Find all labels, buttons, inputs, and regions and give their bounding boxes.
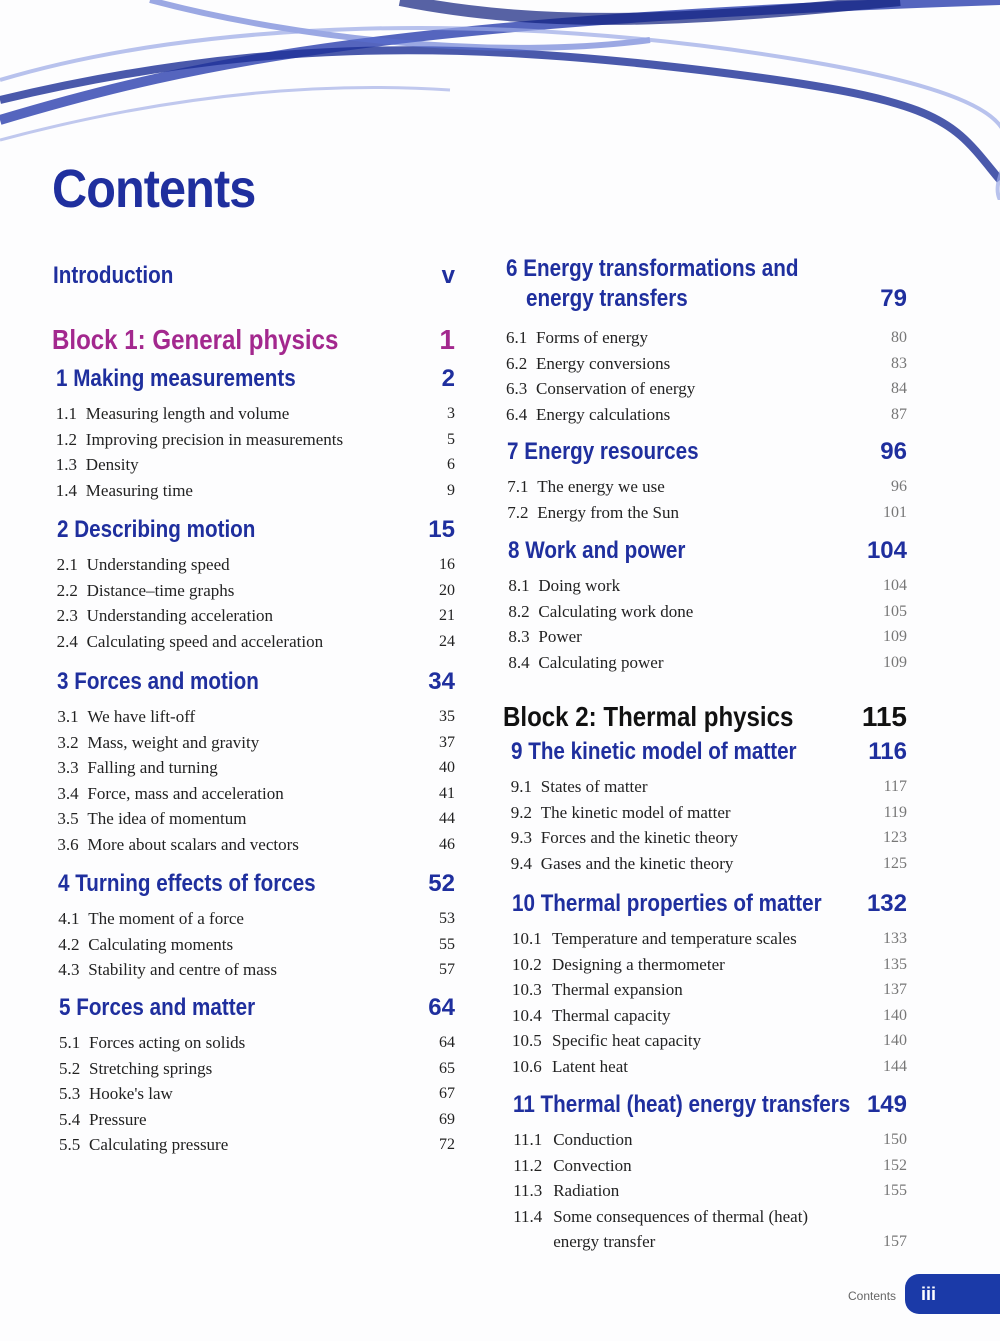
chapter-heading[interactable]: 5 Forces and matter [59,994,256,1021]
section-title: Specific heat capacity [552,1031,702,1050]
section-item[interactable] [56,478,193,504]
section-item[interactable] [59,1030,245,1056]
chapter-heading[interactable]: 7 Energy resources [507,438,699,465]
section-item[interactable] [57,806,246,832]
section-title: Understanding acceleration [86,606,274,625]
section-number: 8.1 [508,576,530,595]
section-page: 140 [883,1006,907,1024]
section-number: 11.4 [513,1206,543,1226]
section-number: 1.3 [55,455,78,474]
chapter-heading[interactable]: 10 Thermal properties of matter [512,890,822,917]
section-item[interactable] [511,774,648,800]
chapter-page: 132 [866,890,907,917]
chapter-heading-line2[interactable]: energy transfers [526,285,688,312]
section-title: Latent heat [552,1056,628,1076]
section-page: 6 [447,456,455,473]
section-title: Energy calculations [536,404,671,424]
section-item[interactable] [512,1028,701,1054]
section-item[interactable] [57,730,259,756]
block-page: 115 [861,701,907,732]
chapter-heading[interactable]: 2 Describing motion [56,516,255,543]
section-number: 7.2 [507,502,529,522]
section-page: 123 [883,829,907,846]
section-item[interactable] [507,474,665,500]
section-page: 117 [883,778,907,795]
section-item[interactable] [56,427,343,453]
section-title: The kinetic model of matter [540,802,731,822]
section-page: 80 [891,329,907,346]
section-title: Force, mass and acceleration [87,783,284,803]
section-number: 2.4 [56,631,78,651]
section-title: Forces acting on solids [89,1033,246,1052]
block-heading[interactable]: Block 2: Thermal physics [503,701,794,732]
section-number: 8.2 [508,601,530,621]
section-item[interactable] [57,704,195,730]
section-item[interactable] [57,629,323,655]
section-number: 4.3 [58,960,80,979]
section-item[interactable] [59,1056,212,1082]
block-page: 1 [439,324,455,355]
section-item[interactable] [513,1153,631,1179]
chapter-page: 64 [428,994,455,1021]
section-number: 6.2 [506,353,528,373]
section-number: 3.3 [57,758,79,777]
section-page: 20 [439,581,455,599]
section-item[interactable] [513,1178,619,1204]
section-number: 1.1 [55,404,78,423]
section-title: Conservation of energy [536,379,696,398]
section-number: 1.4 [55,480,78,500]
section-title: The idea of momentum [87,809,247,828]
section-item[interactable] [513,1204,808,1230]
section-title: Calculating speed and acceleration [86,631,324,651]
section-title: Understanding speed [86,555,230,574]
section-number: 3.1 [57,707,79,726]
section-page: 104 [883,577,907,594]
section-page: 119 [883,803,907,821]
chapter-heading[interactable]: 9 The kinetic model of matter [510,738,797,765]
section-item[interactable] [508,599,693,625]
section-title: We have lift-off [87,707,196,726]
section-item[interactable] [58,932,233,958]
section-item[interactable] [511,800,731,826]
section-number: 10.2 [512,954,542,974]
section-number: 9.1 [510,777,533,796]
section-page: 67 [439,1085,455,1102]
section-item[interactable] [57,755,217,781]
introduction-heading[interactable]: Introduction [53,262,174,289]
chapter-heading[interactable]: 4 Turning effects of forces [58,870,316,897]
section-item[interactable] [506,402,670,428]
section-page: 109 [883,653,907,671]
section-number: 8.4 [508,652,530,672]
section-item[interactable] [56,452,139,478]
section-title: Thermal expansion [552,980,683,999]
section-number: 2.3 [56,606,78,625]
section-title: Calculating moments [88,934,234,954]
section-number: 9.3 [510,828,533,847]
introduction-page: v [441,262,455,289]
section-number: 5.3 [59,1084,81,1103]
chapter-page: 15 [428,516,455,543]
section-number: 10.5 [512,1031,542,1050]
section-title: Gases and the kinetic theory [540,853,734,873]
block-heading[interactable]: Block 1: General physics [52,324,339,355]
section-item[interactable] [511,851,734,877]
section-number: 2.1 [56,555,78,574]
section-number: 3.2 [57,732,79,752]
section-page: 57 [439,961,455,978]
section-page: 150 [883,1131,907,1148]
section-item[interactable] [57,552,230,578]
section-item[interactable] [57,781,283,807]
chapter-heading[interactable]: 3 Forces and motion [57,668,260,695]
section-number: 10.6 [512,1056,542,1076]
section-page [847,1204,907,1230]
section-number: 4.2 [58,934,80,954]
section-title: Forms of energy [536,328,649,347]
section-page: 9 [447,481,455,499]
section-item[interactable] [513,1127,632,1153]
section-title: States of matter [540,777,648,796]
section-page: 64 [439,1034,455,1051]
chapter-page: 79 [880,285,907,312]
section-number: 7.1 [507,477,529,496]
section-page: 53 [439,910,455,927]
section-number: 1.2 [55,429,78,449]
section-item[interactable] [512,1054,628,1080]
section-item[interactable] [59,1132,228,1158]
section-page: 65 [439,1059,455,1077]
chapter-page: 149 [866,1091,907,1118]
section-item[interactable] [506,376,695,402]
section-item[interactable] [59,1107,147,1133]
section-page: 41 [439,784,455,802]
section-page: 44 [439,810,455,827]
section-item[interactable] [57,578,235,604]
section-item[interactable] [58,906,244,932]
section-page: 5 [447,430,455,448]
section-item[interactable] [506,325,648,351]
section-page: 125 [883,854,907,872]
section-title: Hooke's law [89,1084,173,1103]
section-title: Falling and turning [87,758,218,777]
section-number: 3.6 [57,834,79,854]
section-page: 40 [439,759,455,776]
section-number: 3.5 [57,809,79,828]
section-title: Distance–time graphs [86,580,235,600]
section-page: 83 [891,354,907,372]
section-item[interactable] [508,650,663,676]
chapter-heading[interactable]: 11 Thermal (heat) energy transfers [513,1091,851,1118]
section-page: 144 [883,1057,907,1075]
section-title: Thermal capacity [552,1005,671,1025]
chapter-heading[interactable]: 8 Work and power [508,537,686,564]
section-number: 9.2 [510,802,533,822]
section-page: 3 [447,405,455,422]
section-page: 96 [891,478,907,495]
section-page: 101 [883,503,907,521]
section-page: 140 [883,1032,907,1049]
section-title: The energy we use [537,477,665,496]
section-item[interactable] [512,977,683,1003]
section-title: Energy conversions [536,353,671,373]
section-page: 46 [439,835,455,853]
section-item[interactable] [512,926,797,952]
section-item[interactable] [507,500,679,526]
section-number: 10.4 [512,1005,542,1025]
section-page: 21 [439,607,455,624]
section-page: 35 [439,708,455,725]
section-title: Power [538,627,582,646]
section-title: Density [85,455,139,474]
section-number: 5.2 [59,1058,81,1078]
section-page: 137 [883,981,907,998]
section-title: energy transfer [553,1232,656,1251]
section-title: Conduction [553,1130,633,1149]
section-page: 135 [883,955,907,973]
chapter-page: 34 [428,668,455,695]
section-title: Measuring length and volume [85,404,290,423]
section-title: Doing work [538,576,621,595]
section-number: 2.2 [56,580,78,600]
section-item[interactable] [508,573,620,599]
section-item[interactable] [59,1081,173,1107]
section-page: 105 [883,602,907,620]
chapter-heading[interactable]: 1 Making measurements [55,365,296,392]
section-page: 55 [439,935,455,953]
section-title: Calculating work done [538,601,694,621]
section-title: Stability and centre of mass [88,960,278,979]
page-number-tab: iii [905,1274,1000,1314]
section-number: 5.4 [59,1109,81,1129]
section-title: Pressure [89,1109,147,1129]
chapter-page: 96 [880,438,907,465]
section-page: 133 [883,930,907,947]
chapter-page: 104 [866,537,907,564]
chapter-page: 52 [428,870,455,897]
section-number: 10.1 [512,929,542,948]
section-number: 6.3 [506,379,528,398]
section-title: Measuring time [85,480,193,500]
section-page: 155 [883,1182,907,1199]
section-number: 11.2 [513,1155,543,1175]
section-page: 69 [439,1110,455,1128]
footer-label: Contents [848,1289,897,1303]
section-item[interactable] [57,603,273,629]
section-item[interactable] [511,825,738,851]
section-page: 87 [891,405,907,423]
page-title: Contents [52,159,256,219]
section-number: 10.3 [512,980,542,999]
section-page: 16 [439,556,455,573]
chapter-heading[interactable]: 6 Energy transformations and [506,255,799,282]
section-page: 152 [883,1156,907,1174]
section-title: More about scalars and vectors [87,834,299,854]
section-item[interactable] [56,401,290,427]
section-item[interactable] [508,624,581,650]
section-title: Convection [553,1155,632,1175]
chapter-page: 116 [868,738,907,765]
section-title: Some consequences of thermal (heat) [553,1206,809,1226]
section-page: 157 [883,1233,907,1250]
section-number: 6.4 [506,404,528,424]
section-title: Forces and the kinetic theory [540,828,739,847]
section-item[interactable] [58,957,277,983]
section-title: Temperature and temperature scales [552,929,797,948]
section-number: 5.5 [59,1135,81,1154]
section-item[interactable] [513,1229,655,1255]
section-item[interactable] [512,952,725,978]
section-number: 11.1 [513,1130,543,1149]
section-number: 5.1 [59,1033,81,1052]
section-title: The moment of a force [88,909,244,928]
chapter-page: 2 [441,365,455,392]
section-page: 109 [883,628,907,645]
section-page: 72 [439,1136,455,1153]
section-title: Calculating pressure [89,1135,229,1154]
section-number: 4.1 [58,909,80,928]
section-number: 6.1 [506,328,528,347]
section-item[interactable] [512,1003,670,1029]
section-title: Designing a thermometer [552,954,725,974]
section-number: 8.3 [508,627,530,646]
section-item[interactable] [506,351,670,377]
section-title: Radiation [553,1181,620,1200]
section-title: Energy from the Sun [537,502,679,522]
section-title: Stretching springs [89,1058,213,1078]
section-title: Improving precision in measurements [85,429,344,449]
section-item[interactable] [57,832,298,858]
section-page: 84 [891,380,907,397]
section-page: 24 [439,632,455,650]
section-number: 3.4 [57,783,79,803]
section-number: 11.3 [513,1181,543,1200]
section-page: 37 [439,733,455,751]
section-title: Mass, weight and gravity [87,732,260,752]
section-title: Calculating power [538,652,664,672]
section-number: 9.4 [510,853,533,873]
